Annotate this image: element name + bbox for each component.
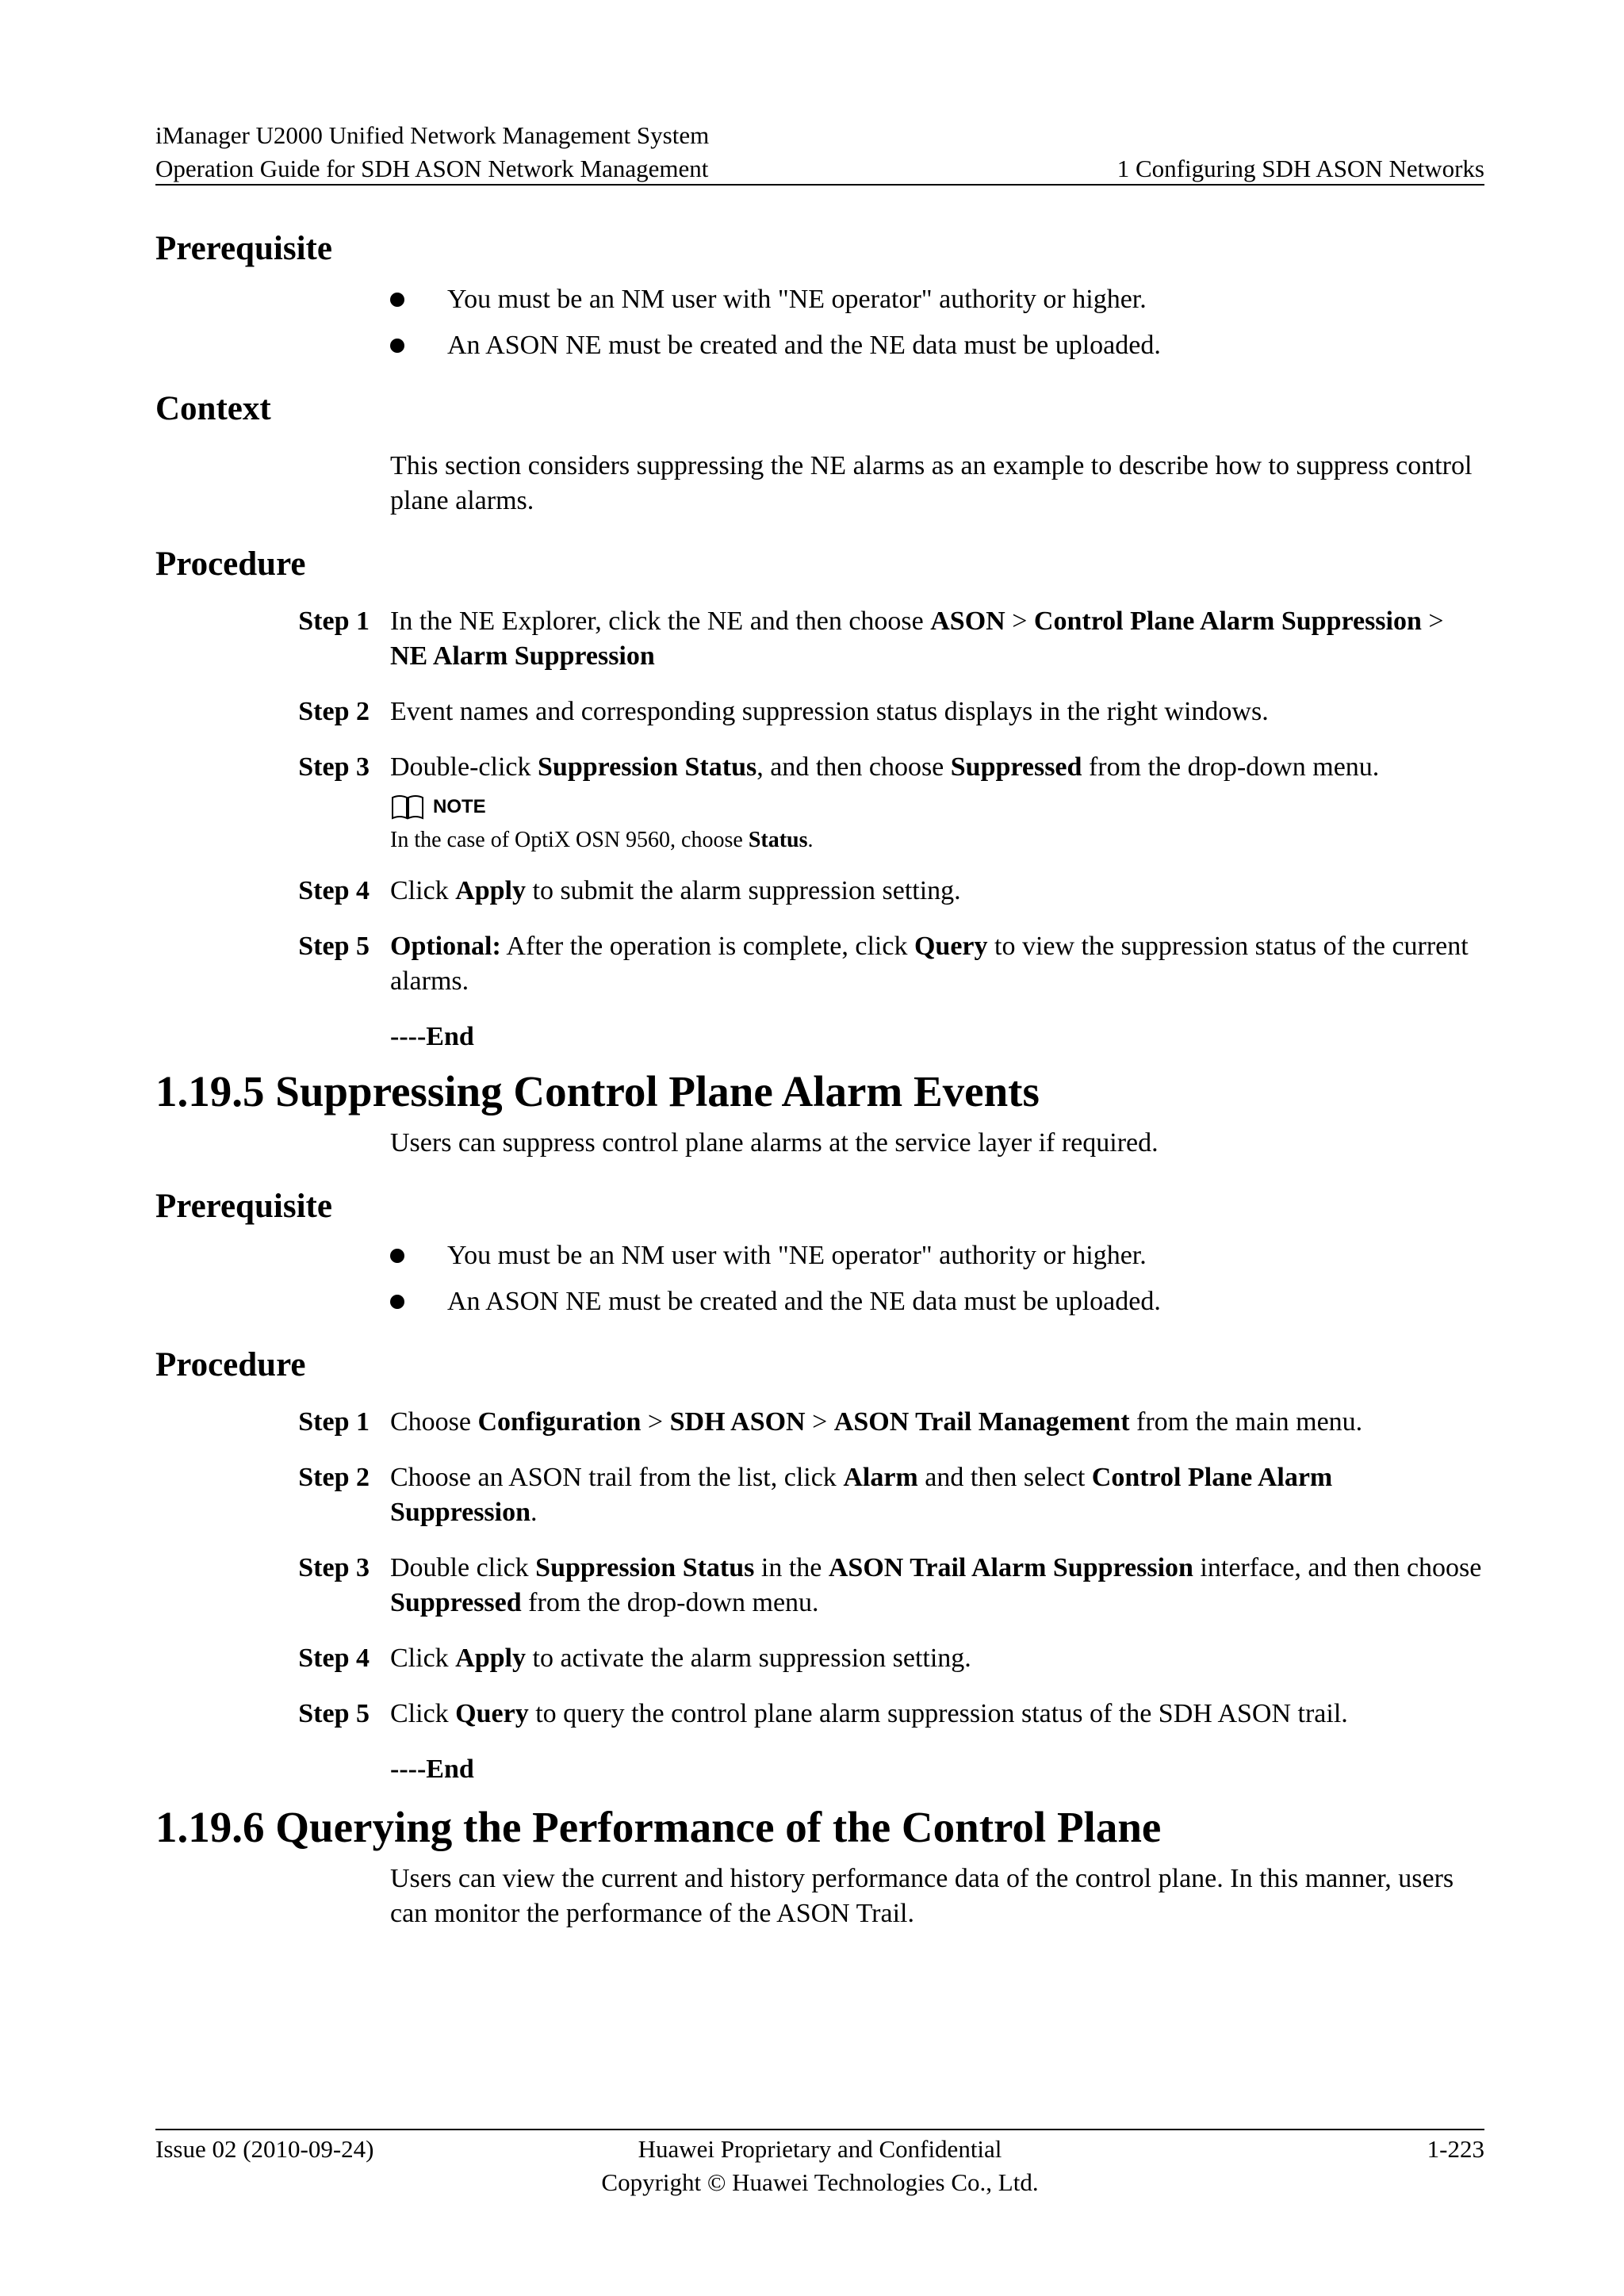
list-item-text: You must be an NM user with "NE operator" authority or higher.	[447, 285, 1147, 314]
section-title: 1.19.6 Querying the Performance of the Control Plane	[155, 1803, 1162, 1851]
procedure-step	[155, 695, 1484, 729]
header-rule	[155, 184, 1484, 186]
procedure-step	[155, 929, 1484, 999]
step-label: Step 4	[298, 876, 370, 905]
footer-confidential	[155, 2133, 1484, 2199]
header-guide-title: Operation Guide for SDH ASON Network Management	[155, 155, 709, 182]
procedure-heading: Procedure	[155, 1346, 306, 1383]
step-text: Double-click Suppression Status, and then choose Suppressed from the drop-down menu.	[390, 752, 1380, 782]
note-text: In the case of OptiX OSN 9560, choose Status.	[390, 828, 814, 852]
footer-rule	[155, 2129, 1484, 2130]
step-text: Event names and corresponding suppression status displays in the right windows.	[390, 697, 1269, 726]
footer-issue: Issue 02 (2010-09-24)	[155, 2135, 374, 2163]
section-intro: Users can suppress control plane alarms at the service layer if required.	[390, 1128, 1159, 1158]
context-heading: Context	[155, 390, 271, 427]
context-text: This section considers suppressing the NE alarms as an example to describe how to suppress control plane alarms.	[390, 451, 1473, 515]
procedure-step	[155, 874, 1484, 909]
list-item-text: An ASON NE must be created and the NE data must be uploaded.	[447, 331, 1161, 360]
footer-page-number: 1-223	[1427, 2135, 1484, 2163]
step-label: Step 5	[298, 1699, 370, 1728]
step-text: Click Apply to submit the alarm suppression setting.	[390, 876, 961, 905]
page-content	[155, 227, 1484, 1931]
bullet-icon	[390, 282, 447, 317]
list-item	[390, 1284, 1484, 1319]
footer-proprietary: Huawei Proprietary and Confidential	[638, 2135, 1002, 2163]
prerequisite-heading: Prerequisite	[155, 230, 332, 267]
procedure-end-marker: ----End	[390, 1755, 474, 1784]
header-chapter: 1 Configuring SDH ASON Networks	[1116, 155, 1484, 182]
step-text: Click Query to query the control plane alarm suppression status of the SDH ASON trail.	[390, 1699, 1348, 1728]
list-item-text: You must be an NM user with "NE operator" authority or higher.	[447, 1241, 1147, 1270]
header-product: iManager U2000 Unified Network Management System	[155, 121, 710, 149]
step-label: Step 3	[298, 752, 370, 782]
step-text: Choose an ASON trail from the list, click Alarm and then select Control Plane Alarm Suppression.	[390, 1463, 1333, 1527]
book-icon	[390, 794, 425, 821]
procedure-step	[155, 1697, 1484, 1732]
procedure-step	[155, 604, 1484, 674]
step-label: Step 4	[298, 1644, 370, 1673]
section-title: 1.19.5 Suppressing Control Plane Alarm Events	[155, 1067, 1040, 1115]
procedure-steps	[155, 604, 1484, 1054]
list-item	[390, 1238, 1484, 1273]
procedure-end-marker: ----End	[390, 1022, 474, 1051]
bullet-icon	[390, 1238, 447, 1273]
step-text: Double click Suppression Status in the ASON Trail Alarm Suppression interface, and then choose Suppressed from the drop-down menu.	[390, 1553, 1482, 1617]
procedure-steps	[155, 1405, 1484, 1787]
prerequisite-heading: Prerequisite	[155, 1188, 332, 1225]
step-text: Choose Configuration > SDH ASON > ASON Trail Management from the main menu.	[390, 1407, 1363, 1437]
step-text: Optional: After the operation is complete, click Query to view the suppression status of the current alarms.	[390, 932, 1469, 996]
list-item	[390, 282, 1484, 317]
procedure-step	[155, 1460, 1484, 1530]
page-header	[155, 119, 1484, 186]
step-label: Step 2	[298, 1463, 370, 1492]
step-label: Step 1	[298, 1407, 370, 1437]
step-text: In the NE Explorer, click the NE and then choose ASON > Control Plane Alarm Suppression > NE Alarm Suppression	[390, 607, 1444, 671]
step-label: Step 3	[298, 1553, 370, 1582]
procedure-step	[155, 1641, 1484, 1676]
note-header	[390, 793, 1484, 821]
step-label: Step 5	[298, 932, 370, 961]
bullet-icon	[390, 1284, 447, 1319]
list-item-text: An ASON NE must be created and the NE data must be uploaded.	[447, 1287, 1161, 1316]
bullet-icon	[390, 328, 447, 363]
procedure-step	[155, 1405, 1484, 1440]
procedure-heading: Procedure	[155, 545, 306, 583]
list-item	[390, 328, 1484, 363]
procedure-step	[155, 1551, 1484, 1621]
step-label: Step 2	[298, 697, 370, 726]
step-text: Click Apply to activate the alarm suppression setting.	[390, 1644, 971, 1673]
procedure-step	[155, 750, 1484, 785]
note-label: NOTE	[433, 796, 486, 817]
section-intro: Users can view the current and history performance data of the control plane. In this manner, users can monitor the performance of the ASON Trail.	[390, 1864, 1454, 1928]
footer-copyright: Copyright © Huawei Technologies Co., Ltd.	[601, 2168, 1039, 2196]
step-label: Step 1	[298, 607, 370, 636]
